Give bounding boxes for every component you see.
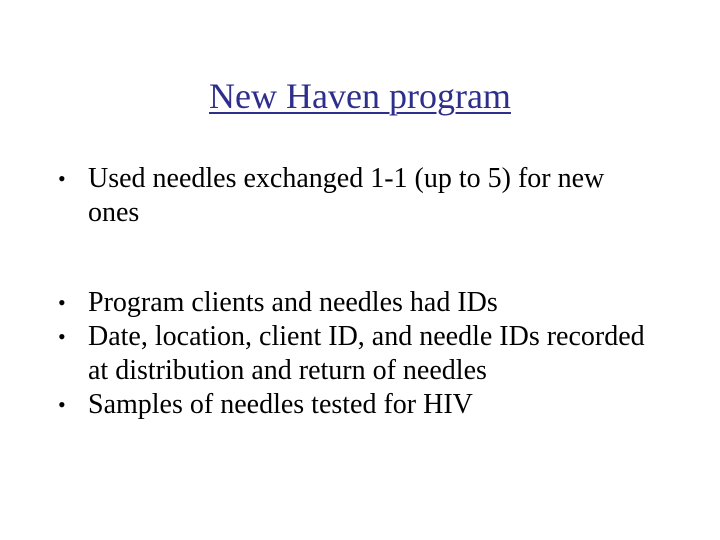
bullet-text: Used needles exchanged 1-1 (up to 5) for new ones — [88, 163, 605, 228]
bullet-item — [56, 162, 656, 230]
bullet-item — [56, 320, 656, 388]
bullet-text: Date, location, client ID, and needle IDs recorded at distribution and return of needles — [88, 321, 645, 386]
bullet-dot-icon: • — [58, 166, 66, 191]
bullet-item — [56, 286, 656, 320]
bullet-text: Program clients and needles had IDs — [88, 287, 498, 318]
bullet-list — [56, 162, 656, 422]
bullet-item — [56, 388, 656, 422]
bullet-dot-icon: • — [58, 324, 66, 349]
bullet-dot-icon: • — [58, 392, 66, 417]
slide-title: New Haven program — [209, 76, 511, 116]
bullet-dot-icon: • — [58, 290, 66, 315]
bullet-text: Samples of needles tested for HIV — [88, 389, 473, 420]
